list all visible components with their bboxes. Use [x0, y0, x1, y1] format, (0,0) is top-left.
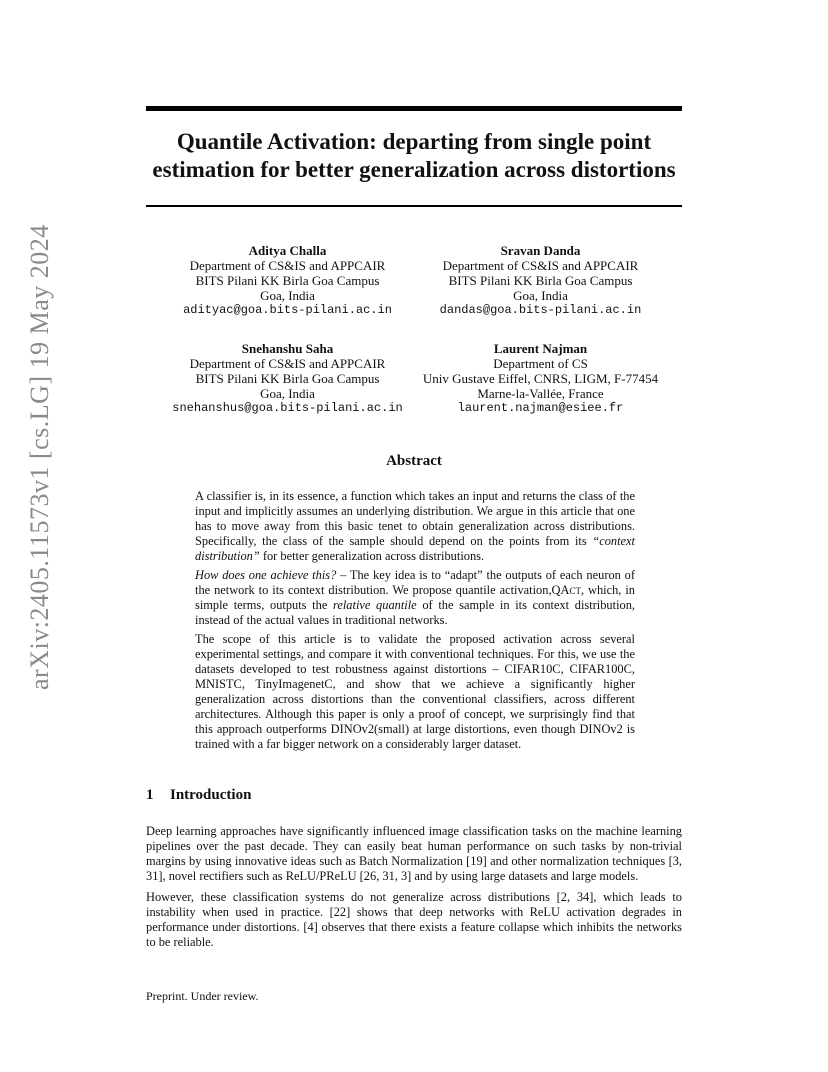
qact-term: QAct: [551, 583, 581, 597]
abstract-text: – The key idea is to “adapt” the outputs of each neuron of the network to its context distribution. We propose quantile activation,: [195, 568, 635, 597]
arxiv-identifier[interactable]: arXiv:2405.11573v1 [cs.LG] 19 May 2024: [25, 224, 54, 690]
section-title: Introduction: [170, 787, 252, 803]
author-affiliation-line: BITS Pilani KK Birla Goa Campus: [448, 273, 633, 288]
section-number: 1: [146, 787, 154, 803]
author-email[interactable]: snehanshus@goa.bits-pilani.ac.in: [172, 401, 403, 415]
paper-title: [146, 128, 682, 184]
author-affiliation-line: Goa, India: [260, 386, 315, 401]
author-affiliation-line: Department of CS&IS and APPCAIR: [189, 356, 386, 371]
author-email[interactable]: laurent.najman@esiee.fr: [457, 401, 624, 415]
abstract-text: of the sample in its context distribution, instead of the actual values in traditional networks.: [195, 598, 635, 627]
title-rule-top: [146, 106, 682, 111]
body-paragraph: However, these classification systems do not generalize across distributions [2, 34], which leads to instability when used in practice. [22] shows that deep networks with ReLU activation degrades in performance under distortions. [4] observes that there exists a feature collapse which inhibits the networks to be reliable.: [146, 890, 682, 949]
author-block-1: [160, 243, 415, 318]
section-heading-introduction: [146, 787, 682, 804]
author-name: Snehanshu Saha: [241, 341, 334, 356]
author-name: Laurent Najman: [493, 341, 588, 356]
abstract-paragraph: [195, 568, 635, 628]
author-affiliation-line: Department of CS&IS and APPCAIR: [442, 258, 639, 273]
title-line-2: estimation for better generalization across distortions: [152, 157, 676, 182]
abstract-body: [195, 489, 635, 756]
abstract-emphasis: relative quantile: [333, 598, 417, 612]
author-affiliation-line: Goa, India: [513, 288, 568, 303]
author-name: Sravan Danda: [500, 243, 581, 258]
author-name: Aditya Challa: [248, 243, 327, 258]
abstract-text: for better generalization across distributions.: [259, 549, 485, 563]
abstract-text: , which, in simple terms, outputs the: [195, 583, 635, 612]
author-block-3: [150, 341, 425, 416]
author-affiliation-line: Goa, India: [260, 288, 315, 303]
title-line-1: Quantile Activation: departing from single point: [176, 129, 652, 154]
abstract-paragraph: The scope of this article is to validate the proposed activation across several experimental settings, and compare it with conventional techniques. For this, we use the datasets developed to test robustness against distortions – CIFAR10C, CIFAR100C, MNISTC, TinyImagenetC, and show that we achieve a significantly higher generalization across distortions than the conventional classifiers, across different architectures. Although this paper is only a proof of concept, we surprisingly find that this approach outperforms DINOv2(small) at large distortions, even though DINOv2 is trained with a far bigger network on a considerably larger dataset.: [195, 632, 635, 751]
abstract-emphasis: How does one achieve this?: [195, 568, 337, 582]
author-affiliation-line: Department of CS&IS and APPCAIR: [189, 258, 386, 273]
author-email[interactable]: adityac@goa.bits-pilani.ac.in: [183, 303, 392, 317]
author-affiliation-line: Univ Gustave Eiffel, CNRS, LIGM, F-77454: [422, 371, 659, 386]
abstract-emphasis: “context distribution”: [195, 534, 635, 563]
author-email[interactable]: dandas@goa.bits-pilani.ac.in: [439, 303, 642, 317]
abstract-text: A classifier is, in its essence, a function which takes an input and returns the class of the input and implicitly assumes an underlying distribution. We argue in this article that one has to move away from this basic tenet to obtain generalization across distributions. Specifically, the class of the sample should depend on the points from its: [195, 489, 635, 548]
author-block-4: [408, 341, 673, 416]
footer-note: Preprint. Under review.: [146, 989, 259, 1003]
body-paragraph: Deep learning approaches have significantly influenced image classification tasks on the machine learning pipelines over the past decade. They can easily beat human performance on such tasks by non-trivial margins by using innovative ideas such as Batch Normalization [19] and other normalization techniques [3, 31], novel rectifiers such as ReLU/PReLU [26, 31, 3] and by using large datasets and large models.: [146, 824, 682, 883]
author-block-2: [413, 243, 668, 318]
author-affiliation-line: BITS Pilani KK Birla Goa Campus: [195, 273, 380, 288]
introduction-body: [146, 824, 682, 956]
title-rule-bottom: [146, 205, 682, 207]
author-affiliation-line: BITS Pilani KK Birla Goa Campus: [195, 371, 380, 386]
abstract-heading: Abstract: [386, 453, 442, 469]
author-affiliation-line: Marne-la-Vallée, France: [477, 386, 604, 401]
author-affiliation-line: Department of CS: [493, 356, 588, 371]
abstract-paragraph: [195, 489, 635, 564]
